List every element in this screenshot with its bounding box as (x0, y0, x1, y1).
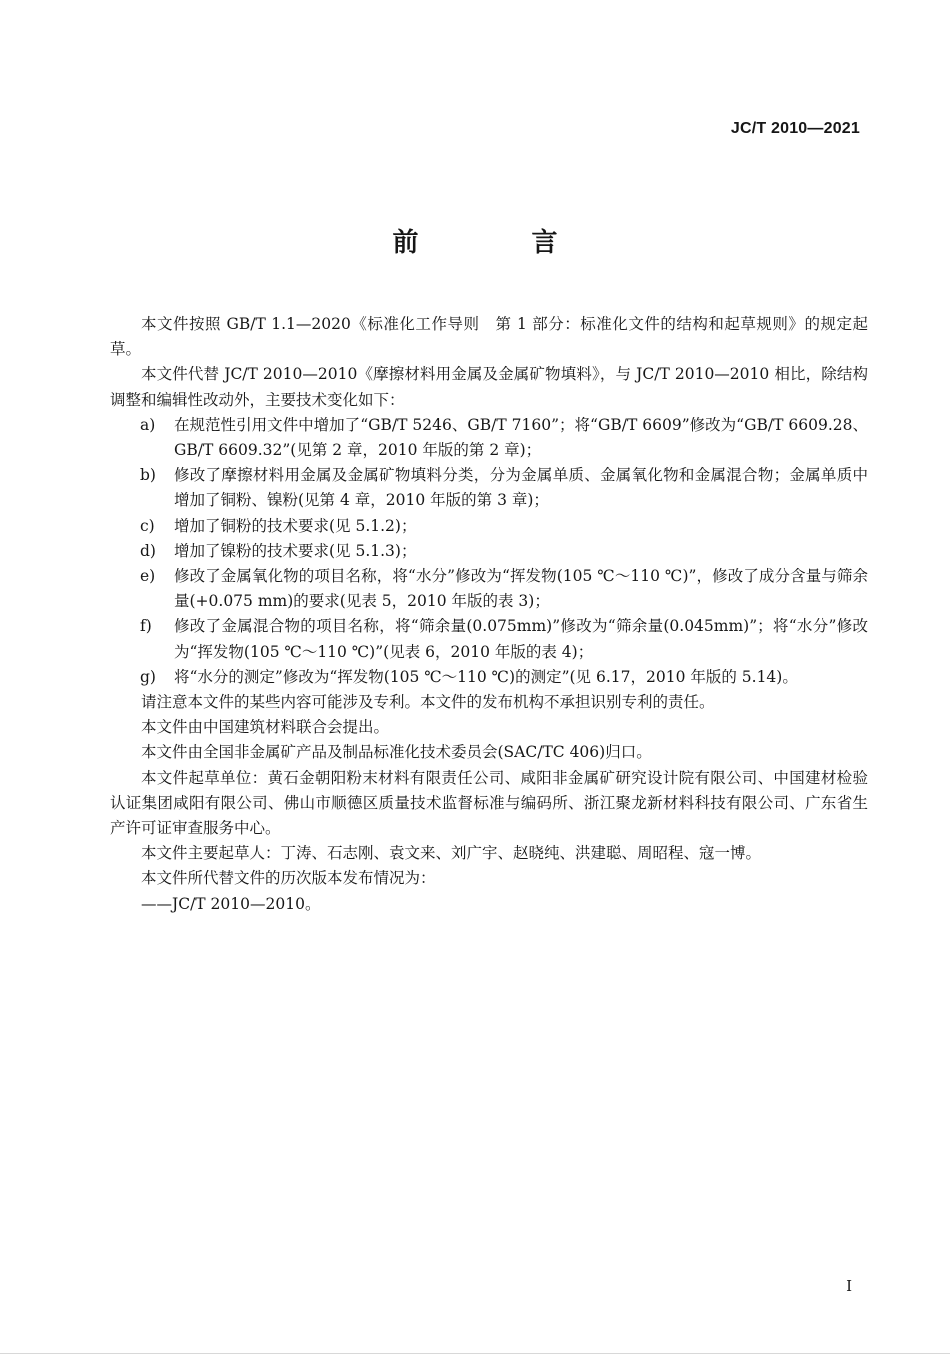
list-item-label: e) (140, 567, 156, 586)
list-item-label: b) (140, 466, 156, 485)
list-item-text: 将“水分的测定”修改为“挥发物(105 ℃～110 ℃)的测定”(见 6.17，2010 年版的 5.14)。 (174, 667, 798, 686)
list-item (140, 614, 868, 664)
page-number: I (846, 1277, 852, 1295)
standard-number: JC/T 2010—2021 (730, 120, 860, 137)
paragraph-patent-notice: 请注意本文件的某些内容可能涉及专利。本文件的发布机构不承担识别专利的责任。 (141, 693, 715, 712)
list-item-text: 修改了摩擦材料用金属及金属矿物填料分类，分为金属单质、金属氧化物和金属混合物；金属单质中增加了铜粉、镍粉(见第 4 章，2010 年版的第 3 章)； (174, 466, 868, 510)
paragraph-previous-versions: 本文件所代替文件的历次版本发布情况为： (141, 869, 436, 888)
list-item (140, 514, 868, 539)
changes-list (110, 413, 868, 690)
list-item (140, 564, 868, 614)
list-item (140, 463, 868, 513)
previous-version-item: ——JC/T 2010—2010。 (141, 894, 321, 913)
paragraph-committee: 本文件由全国非金属矿产品及制品标准化技术委员会(SAC/TC 406)归口。 (141, 743, 652, 762)
list-item (140, 539, 868, 564)
paragraph-proposer: 本文件由中国建筑材料联合会提出。 (141, 718, 390, 737)
paragraph-drafting-units: 本文件起草单位：黄石金朝阳粉末材料有限责任公司、咸阳非金属矿研究设计院有限公司、中国建材检验认证集团咸阳有限公司、佛山市顺德区质量技术监督标准与编码所、浙江聚龙新材料科技有限公司、广东省生产许可证审查服务中心。 (110, 768, 868, 838)
list-item-label: a) (140, 415, 156, 434)
paragraph-drafters: 本文件主要起草人：丁涛、石志刚、袁文来、刘广宇、赵晓纯、洪建聪、周昭程、寇一博。 (141, 844, 762, 863)
list-item-text: 在规范性引用文件中增加了“GB/T 5246、GB/T 7160”；将“GB/T 6609”修改为“GB/T 6609.28、GB/T 6609.32”(见第 2 章，2010 年版的第 2 章)； (174, 415, 868, 460)
paragraph-drafting-rules: 本文件按照 GB/T 1.1—2020《标准化工作导则 第 1 部分：标准化文件的结构和起草规则》的规定起草。 (110, 315, 868, 359)
list-item-label: c) (140, 516, 155, 535)
list-item-label: g) (140, 667, 156, 686)
list-item-label: f) (140, 617, 152, 636)
list-item-text: 增加了镍粉的技术要求(见 5.1.3)； (174, 541, 417, 560)
list-item-text: 增加了铜粉的技术要求(见 5.1.2)； (174, 516, 417, 535)
page-edge-divider (0, 1353, 950, 1354)
page-title: 前 言 (392, 228, 610, 258)
list-item-label: d) (140, 541, 156, 560)
list-item-text: 修改了金属氧化物的项目名称，将“水分”修改为“挥发物(105 ℃～110 ℃)”，修改了成分含量与筛余量(+0.075 mm)的要求(见表 5，2010 年版的表 3)； (174, 567, 868, 611)
foreword-body (110, 312, 868, 917)
list-item (140, 665, 868, 690)
list-item-text: 修改了金属混合物的项目名称，将“筛余量(0.075mm)”修改为“筛余量(0.045mm)”；将“水分”修改为“挥发物(105 ℃～110 ℃)”(见表 6，2010 年版的表 4)； (174, 617, 868, 661)
list-item (140, 413, 868, 463)
paragraph-replacement: 本文件代替 JC/T 2010—2010《摩擦材料用金属及金属矿物填料》，与 JC/T 2010—2010 相比，除结构调整和编辑性改动外，主要技术变化如下： (110, 365, 868, 409)
